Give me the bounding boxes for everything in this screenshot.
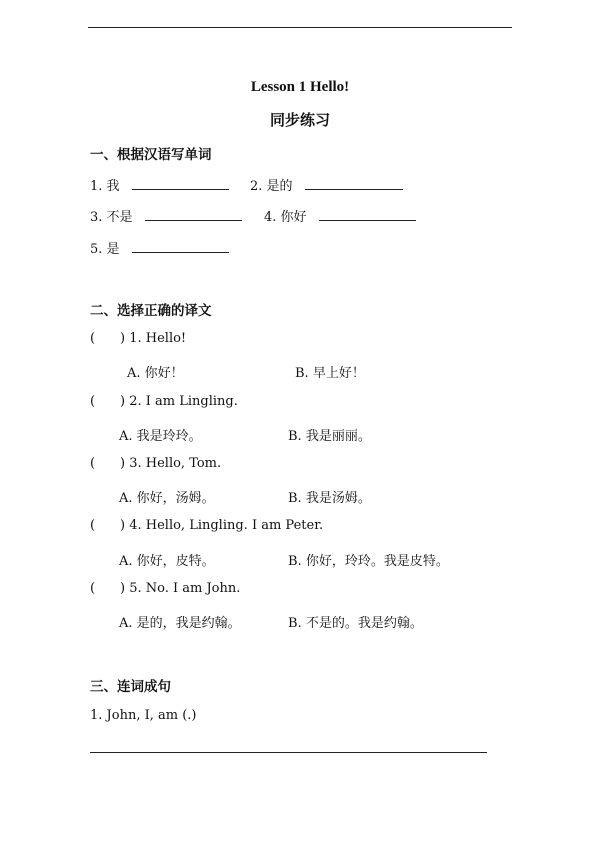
s1-item-4	[264, 206, 416, 225]
s1-item-5	[90, 238, 229, 257]
s2-q1-text: 1. Hello!	[129, 331, 187, 346]
section1-heading: 一、根据汉语写单词	[90, 147, 212, 163]
s1-item-1-word: 我	[106, 179, 120, 194]
s1-item-4-num: 4.	[264, 210, 277, 225]
s2-q5-answer-paren[interactable]: (	[90, 581, 96, 596]
s1-item-5-blank[interactable]	[132, 240, 229, 253]
s2-q1-option-a: A. 你好！	[127, 366, 184, 381]
s2-q5-option-b: B. 不是的。我是约翰。	[288, 616, 423, 631]
page-subtitle: 同步练习	[269, 111, 330, 129]
section2-heading: 二、选择正确的译文	[90, 303, 212, 319]
s1-item-4-blank[interactable]	[319, 208, 416, 221]
s2-q3-option-b: B. 我是汤姆。	[288, 491, 371, 506]
s2-q5-option-a: A. 是的，我是约翰。	[119, 616, 241, 631]
s2-question-2: ( ) 2. I am Lingling.	[90, 394, 238, 409]
s1-item-3-blank[interactable]	[145, 208, 242, 221]
s2-q4-answer-paren[interactable]: (	[90, 518, 96, 533]
s2-q1-option-b: B. 早上好！	[295, 366, 365, 381]
s1-item-3-word: 不是	[106, 210, 133, 225]
s2-q2-option-a: A. 我是玲玲。	[119, 429, 202, 444]
s2-question-3: ( ) 3. Hello, Tom.	[90, 456, 222, 471]
s2-q3-option-a: A. 你好，汤姆。	[119, 491, 215, 506]
s1-item-1	[90, 175, 229, 194]
s2-q2-text: 2. I am Lingling.	[129, 394, 238, 409]
s2-q4-text: 4. Hello, Lingling. I am Peter.	[129, 518, 324, 533]
s1-item-2-num: 2.	[250, 179, 263, 194]
s2-q4-option-b: B. 你好，玲玲。我是皮特。	[288, 554, 449, 569]
s1-item-4-word: 你好	[280, 210, 307, 225]
page-title: Lesson 1 Hello!	[250, 79, 350, 95]
s3-item-1: 1. John, I, am (.)	[90, 708, 197, 723]
s2-question-1: ( ) 1. Hello!	[90, 331, 187, 346]
s1-item-2-blank[interactable]	[305, 177, 403, 190]
s2-q1-answer-paren[interactable]: (	[90, 331, 96, 346]
s1-item-5-word: 是	[106, 242, 120, 257]
s2-question-5: ( ) 5. No. I am John.	[90, 581, 241, 596]
s3-item-1-answer-line[interactable]	[90, 752, 487, 753]
s2-q3-text: 3. Hello, Tom.	[129, 456, 222, 471]
s1-item-1-blank[interactable]	[132, 177, 229, 190]
s1-item-5-num: 5.	[90, 242, 103, 257]
s2-q5-text: 5. No. I am John.	[129, 581, 241, 596]
section3-heading: 三、连词成句	[90, 679, 171, 695]
s2-q4-option-a: A. 你好，皮特。	[119, 554, 215, 569]
s2-question-4: ( ) 4. Hello, Lingling. I am Peter.	[90, 518, 324, 533]
s2-q2-option-b: B. 我是丽丽。	[288, 429, 371, 444]
s2-q2-answer-paren[interactable]: (	[90, 394, 96, 409]
s1-item-3	[90, 206, 242, 225]
s1-item-2	[250, 175, 403, 194]
s1-item-2-word: 是的	[266, 179, 293, 194]
s1-item-1-num: 1.	[90, 179, 103, 194]
s1-item-3-num: 3.	[90, 210, 103, 225]
header-rule	[88, 27, 512, 28]
s2-q3-answer-paren[interactable]: (	[90, 456, 96, 471]
